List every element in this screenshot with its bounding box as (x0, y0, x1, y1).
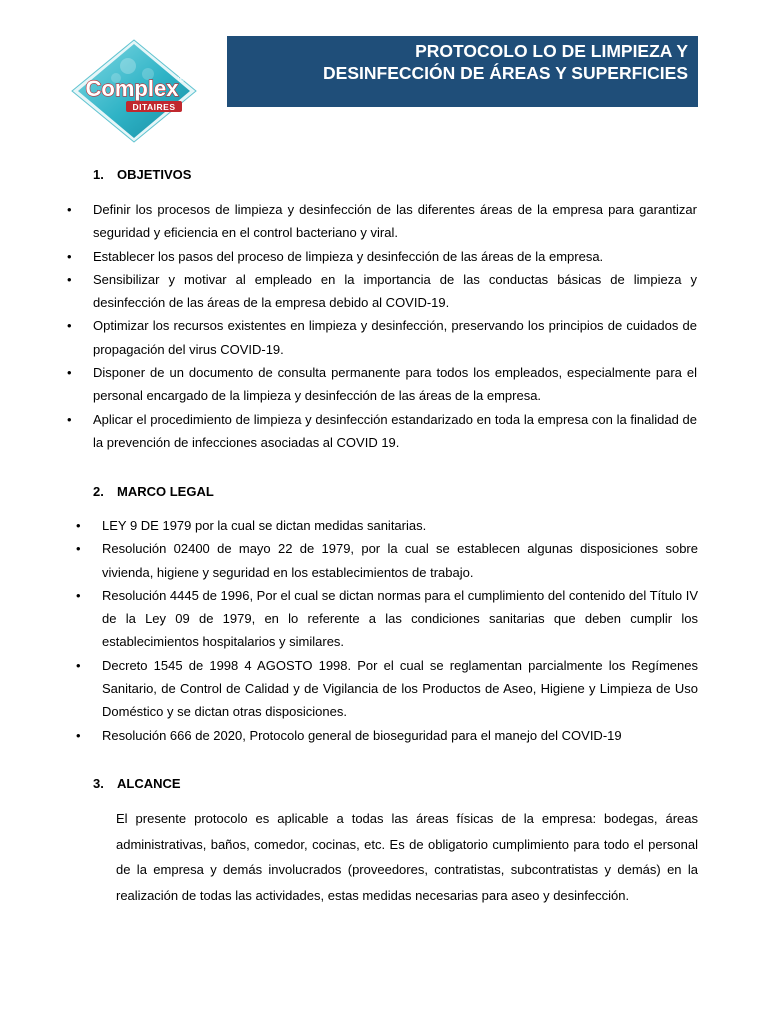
bullet-icon: • (76, 587, 81, 603)
section-title: ALCANCE (117, 776, 181, 791)
section-heading-alcance (93, 776, 181, 792)
bullet-icon: • (67, 365, 72, 381)
bullet-icon: • (67, 248, 72, 264)
list-item: • Decreto 1545 de 1998 4 AGOSTO 1998. Por el cual se reglamentan parcialmente los Regímenes Sanitario, de Control de Calidad y de Vigilancia de los Productos de Aseo, Higiene y Limpieza de Uso Doméstico y se dictan otras disposiciones. (102, 654, 698, 724)
section-number: 2. (93, 484, 104, 499)
list-item: • LEY 9 DE 1979 por la cual se dictan medidas sanitarias. (102, 514, 698, 537)
list-item: • Sensibilizar y motivar al empleado en la importancia de las conductas básicas de limpieza y desinfección de las áreas de la empresa debido al COVID-19. (93, 268, 697, 315)
section-title: OBJETIVOS (117, 167, 192, 182)
section-number: 1. (93, 167, 104, 182)
bullet-icon: • (76, 657, 81, 673)
section-title: MARCO LEGAL (117, 484, 214, 499)
document-title-banner (227, 36, 698, 107)
document-title-line-1: PROTOCOLO LO DE LIMPIEZA Y (415, 41, 688, 61)
bullet-icon: • (67, 202, 72, 217)
list-item: • Aplicar el procedimiento de limpieza y desinfección estandarizado en toda la empresa con la finalidad de la prevención de infecciones asociadas al COVID 19. (93, 408, 697, 455)
section-heading-marco-legal (93, 484, 214, 500)
marco-legal-list (76, 514, 698, 747)
objetivos-list (67, 198, 697, 454)
list-item: • Resolución 4445 de 1996, Por el cual se dictan normas para el cumplimiento del contenido del Título IV de la Ley 09 de 1979, en lo referente a las condiciones sanitarias que deben cumplir los establecimientos hospitalarios y similares. (102, 584, 698, 654)
section-number: 3. (93, 776, 104, 791)
logo-name: Complex (85, 76, 179, 101)
section-heading-objetivos (93, 167, 191, 183)
list-item: • Establecer los pasos del proceso de limpieza y desinfección de las áreas de la empresa. (93, 245, 697, 268)
bullet-icon: • (76, 518, 81, 533)
alcance-paragraph: El presente protocolo es aplicable a todas las áreas físicas de la empresa: bodegas, áreas administrativas, baños, comedor, cocinas, etc. Es de obligatorio cumplimiento para todo el personal de la empresa y demás involucrados (proveedores, contratistas, subcontratistas y demás) en la realización de todas las actividades, estas medidas necesarias para aseo y desinfección. (116, 811, 698, 903)
bullet-icon: • (76, 727, 81, 743)
list-item: • Resolución 666 de 2020, Protocolo general de bioseguridad para el manejo del COVID-19 (102, 724, 698, 747)
list-item: • Optimizar los recursos existentes en limpieza y desinfección, preservando los principios de cuidados de propagación del virus COVID-19. (93, 314, 697, 361)
bullet-icon: • (67, 318, 72, 334)
bullet-icon: • (67, 271, 72, 287)
list-item: • Disponer de un documento de consulta permanente para todos los empleados, especialmente para el personal encargado de la limpieza y desinfección de las áreas de la empresa. (93, 361, 697, 408)
bullet-icon: • (67, 411, 72, 427)
company-logo (68, 38, 200, 144)
list-item: • Resolución 02400 de mayo 22 de 1979, por la cual se establecen algunas disposiciones sobre vivienda, higiene y seguridad en los establecimientos de trabajo. (102, 537, 698, 584)
list-item: • Definir los procesos de limpieza y desinfección de las diferentes áreas de la empresa para garantizar seguridad y eficiencia en el control bacteriano y viral. (93, 198, 697, 245)
logo-subtitle: DITAIRES (132, 102, 176, 112)
logo-registered-mark: ® (178, 74, 185, 84)
bullet-icon: • (76, 541, 81, 557)
document-title-line-2: DESINFECCIÓN DE ÁREAS Y SUPERFICIES (323, 63, 688, 83)
